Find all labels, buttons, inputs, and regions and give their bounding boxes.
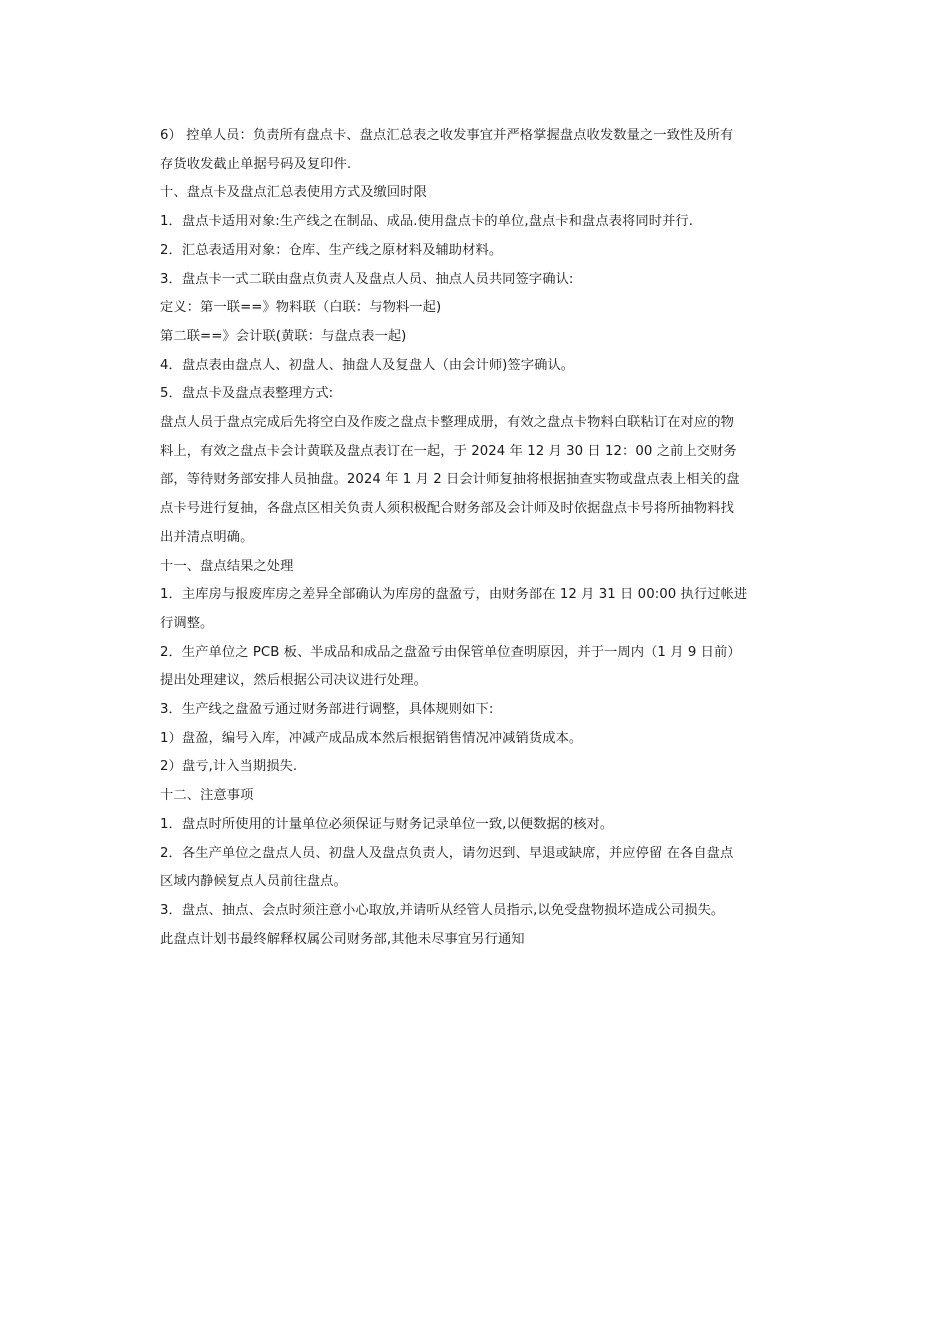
text-line: 1．盘点时所使用的计量单位必须保证与财务记录单位一致,以便数据的核对。	[160, 816, 614, 832]
text-line: 第二联==》会计联(黄联：与盘点表一起)	[160, 328, 407, 344]
text-line: 2．汇总表适用对象：仓库、生产线之原材料及辅助材料。	[160, 242, 503, 258]
text-line: 定义：第一联==》物料联（白联：与物料一起)	[160, 300, 442, 316]
text-line: 部，等待财务部安排人员抽盘。2024 年 1 月 2 日会计师复抽将根据抽查实物或盘点表上相关的盘	[160, 472, 740, 488]
section-heading: 十、盘点卡及盘点汇总表使用方式及缴回时限	[160, 185, 427, 201]
text-line: 3．生产线之盘盈亏通过财务部进行调整，具体规则如下:	[160, 702, 494, 718]
text-line: 2．各生产单位之盘点人员、初盘人及盘点负责人，请勿迟到、早退或缺席，并应停留 在各自盘点	[160, 845, 734, 861]
text-line: 存货收发截止单据号码及复印件.	[160, 156, 352, 172]
text-line: 1．主库房与报废库房之差异全部确认为库房的盘盈亏，由财务部在 12 月 31 日 00:00 执行过帐进	[160, 587, 748, 603]
text-line: 6） 控单人员：负责所有盘点卡、盘点汇总表之收发事宜并严格掌握盘点收发数量之一致性及所有	[160, 128, 734, 143]
text-line: 5．盘点卡及盘点表整理方式:	[160, 386, 334, 402]
text-line: 2．生产单位之 PCB 板、半成品和成品之盘盈亏由保管单位查明原因，并于一周内（1 月 9 日前）	[160, 644, 741, 660]
text-line: 2）盘亏,计入当期损失.	[160, 759, 298, 775]
text-line: 1）盘盈，编号入库，冲减产成品成本然后根据销售情况冲减销货成本。	[160, 730, 583, 746]
text-line: 料上，有效之盘点卡会计黄联及盘点表订在一起，于 2024 年 12 月 30 日 12：00 之前上交财务	[160, 443, 737, 459]
text-line: 3．盘点卡一式二联由盘点负责人及盘点人员、抽点人员共同签字确认:	[160, 271, 574, 287]
text-line: 提出处理建议，然后根据公司决议进行处理。	[160, 673, 427, 689]
document-body	[160, 122, 792, 954]
section-heading: 十二、注意事项	[160, 788, 254, 804]
closing-note: 此盘点计划书最终解释权属公司财务部,其他未尽事宜另行通知	[160, 931, 525, 947]
text-line: 盘点人员于盘点完成后先将空白及作废之盘点卡整理成册，有效之盘点卡物料白联粘订在对应的物	[160, 415, 734, 431]
text-line: 出并清点明确。	[160, 529, 254, 545]
text-line: 4．盘点表由盘点人、初盘人、抽盘人及复盘人（由会计师)签字确认。	[160, 357, 575, 373]
section-heading: 十一、盘点结果之处理	[160, 558, 294, 574]
text-line: 点卡号进行复抽，各盘点区相关负责人须积极配合财务部及会计师及时依据盘点卡号将所抽物料找	[160, 501, 734, 517]
text-line: 行调整。	[160, 615, 214, 631]
text-line: 区域内静候复点人员前往盘点。	[160, 874, 347, 890]
text-line: 1．盘点卡适用对象:生产线之在制品、成品.使用盘点卡的单位,盘点卡和盘点表将同时并行.	[160, 214, 694, 230]
text-line: 3．盘点、抽点、会点时须注意小心取放,并请听从经管人员指示,以免受盘物损坏造成公司损失。	[160, 902, 725, 918]
